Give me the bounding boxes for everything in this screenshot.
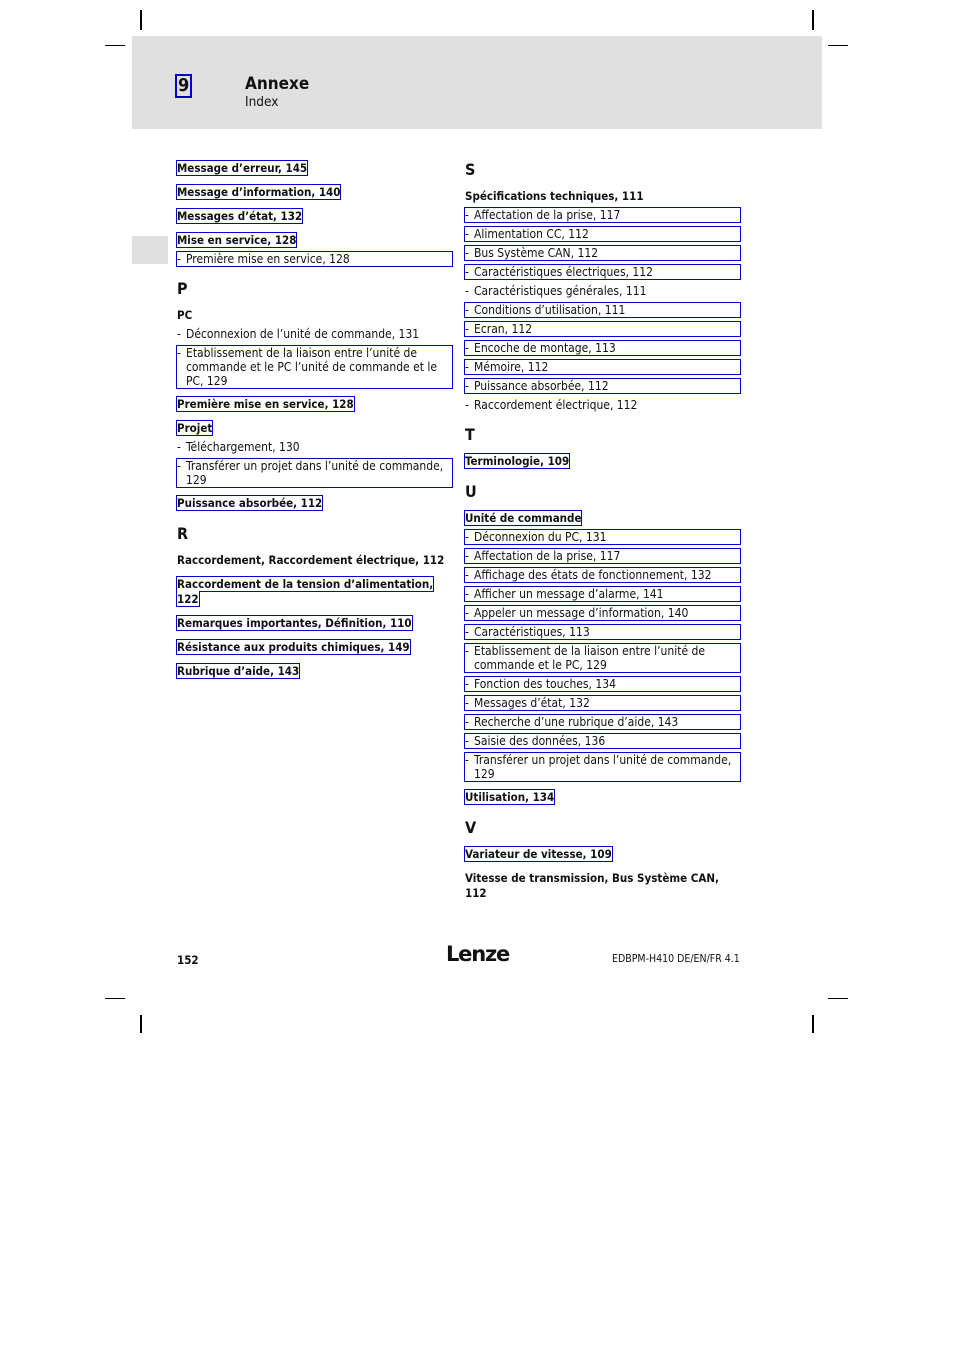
- index-term-link[interactable]: Message d’erreur, 145: [177, 161, 308, 175]
- index-term-link[interactable]: Mise en service, 128: [177, 233, 297, 247]
- index-term: PC: [177, 308, 193, 322]
- index-term-link[interactable]: Utilisation, 134: [465, 790, 555, 804]
- index-entry: [177, 397, 452, 412]
- index-subentry-link[interactable]: - Etablissement de la liaison entre l’unité de commande et le PC l’unité de commande et le PC, 129: [177, 346, 452, 388]
- index-entry: [177, 640, 452, 655]
- index-entry: [177, 308, 452, 388]
- index-term-link[interactable]: Projet: [177, 421, 213, 435]
- index-subentry-link[interactable]: - Déconnexion du PC, 131: [465, 530, 740, 544]
- crop-mark: [140, 1015, 142, 1033]
- index-entry: [177, 209, 452, 224]
- index-letter-heading: S: [465, 160, 476, 179]
- index-subentry-link[interactable]: - Alimentation CC, 112: [465, 227, 740, 241]
- index-entry: [177, 577, 452, 607]
- index-subentry-link[interactable]: - Appeler un message d’information, 140: [465, 606, 740, 620]
- crop-mark: [812, 10, 814, 30]
- index-subentry: - Raccordement électrique, 112: [465, 398, 740, 412]
- index-subentry-link[interactable]: - Transférer un projet dans l’unité de commande, 129: [465, 753, 740, 781]
- index-entry: [177, 233, 452, 266]
- document-reference: EDBPM-H410 DE/EN/FR 4.1: [612, 953, 740, 965]
- index-entry: [177, 161, 452, 176]
- index-entry: [177, 185, 452, 200]
- index-term-link[interactable]: Rubrique d’aide, 143: [177, 664, 300, 678]
- lenze-logo: Lenze: [446, 942, 510, 966]
- index-entry: [177, 553, 452, 568]
- index-term-link[interactable]: Variateur de vitesse, 109: [465, 847, 612, 861]
- index-term-link[interactable]: Message d’information, 140: [177, 185, 341, 199]
- index-entry: [465, 847, 740, 862]
- index-term-link[interactable]: Raccordement de la tension d’alimentation, 122: [177, 577, 434, 606]
- index-entry: [465, 454, 740, 469]
- crop-mark: [828, 45, 848, 46]
- page-number: 152: [177, 953, 199, 967]
- index-term-link[interactable]: Messages d’état, 132: [177, 209, 303, 223]
- index-column-right: [465, 161, 740, 910]
- header-band: [132, 36, 822, 129]
- index-subentry: - Caractéristiques générales, 111: [465, 284, 740, 298]
- index-subentry-link[interactable]: - Afficher un message d’alarme, 141: [465, 587, 740, 601]
- crop-mark: [105, 998, 125, 999]
- index-entry: [465, 790, 740, 805]
- index-term: Spécifications techniques, 111: [465, 189, 644, 203]
- index-subentry-link[interactable]: - Transférer un projet dans l’unité de commande, 129: [177, 459, 452, 487]
- index-term: Vitesse de transmission, Bus Système CAN, 112: [465, 871, 719, 900]
- index-subentry-link[interactable]: - Saisie des données, 136: [465, 734, 740, 748]
- index-letter-heading: P: [177, 279, 188, 298]
- index-letter-heading: T: [465, 425, 475, 444]
- index-entry: [465, 511, 740, 781]
- crop-mark: [828, 998, 848, 999]
- index-letter-heading: R: [177, 524, 189, 543]
- index-subentry-link[interactable]: - Ecran, 112: [465, 322, 740, 336]
- index-letter-heading: V: [465, 818, 477, 837]
- index-term-link[interactable]: Unité de commande: [465, 511, 582, 525]
- index-subentry-link[interactable]: - Mémoire, 112: [465, 360, 740, 374]
- index-subentry-link[interactable]: - Caractéristiques électriques, 112: [465, 265, 740, 279]
- index-term-link[interactable]: Résistance aux produits chimiques, 149: [177, 640, 410, 654]
- index-term-link[interactable]: Remarques importantes, Définition, 110: [177, 616, 412, 630]
- crop-mark: [105, 45, 125, 46]
- chapter-title: Annexe: [245, 74, 310, 94]
- index-term-link[interactable]: Puissance absorbée, 112: [177, 496, 323, 510]
- index-column-left: [177, 161, 452, 688]
- index-subentry-link[interactable]: - Recherche d’une rubrique d’aide, 143: [465, 715, 740, 729]
- index-subentry-link[interactable]: - Conditions d’utilisation, 111: [465, 303, 740, 317]
- index-subentry-link[interactable]: - Encoche de montage, 113: [465, 341, 740, 355]
- index-term-link[interactable]: Première mise en service, 128: [177, 397, 354, 411]
- index-subentry-link[interactable]: - Etablissement de la liaison entre l’unité de commande et le PC, 129: [465, 644, 740, 672]
- index-subentry: - Téléchargement, 130: [177, 440, 452, 454]
- index-entry: [177, 421, 452, 487]
- chapter-side-tab: [132, 236, 168, 264]
- index-entry: [177, 664, 452, 679]
- chapter-number[interactable]: 9: [178, 75, 190, 96]
- index-subentry-link[interactable]: - Messages d’état, 132: [465, 696, 740, 710]
- index-entry: [465, 189, 740, 412]
- index-subentry-link[interactable]: - Affectation de la prise, 117: [465, 208, 740, 222]
- index-subentry-link[interactable]: - Première mise en service, 128: [177, 252, 452, 266]
- index-entry: [465, 871, 740, 901]
- index-entry: [177, 496, 452, 511]
- index-subentry-link[interactable]: - Affichage des états de fonctionnement, 132: [465, 568, 740, 582]
- index-term-link[interactable]: Terminologie, 109: [465, 454, 570, 468]
- crop-mark: [812, 1015, 814, 1033]
- index-subentry-link[interactable]: - Bus Système CAN, 112: [465, 246, 740, 260]
- index-subentry-link[interactable]: - Fonction des touches, 134: [465, 677, 740, 691]
- index-subentry-link[interactable]: - Puissance absorbée, 112: [465, 379, 740, 393]
- crop-mark: [140, 10, 142, 30]
- index-term: Raccordement, Raccordement électrique, 112: [177, 553, 445, 567]
- index-entry: [177, 616, 452, 631]
- index-subentry-link[interactable]: - Affectation de la prise, 117: [465, 549, 740, 563]
- index-subentry: - Déconnexion de l’unité de commande, 131: [177, 327, 452, 341]
- chapter-subtitle: Index: [245, 94, 279, 110]
- index-subentry-link[interactable]: - Caractéristiques, 113: [465, 625, 740, 639]
- index-letter-heading: U: [465, 482, 477, 501]
